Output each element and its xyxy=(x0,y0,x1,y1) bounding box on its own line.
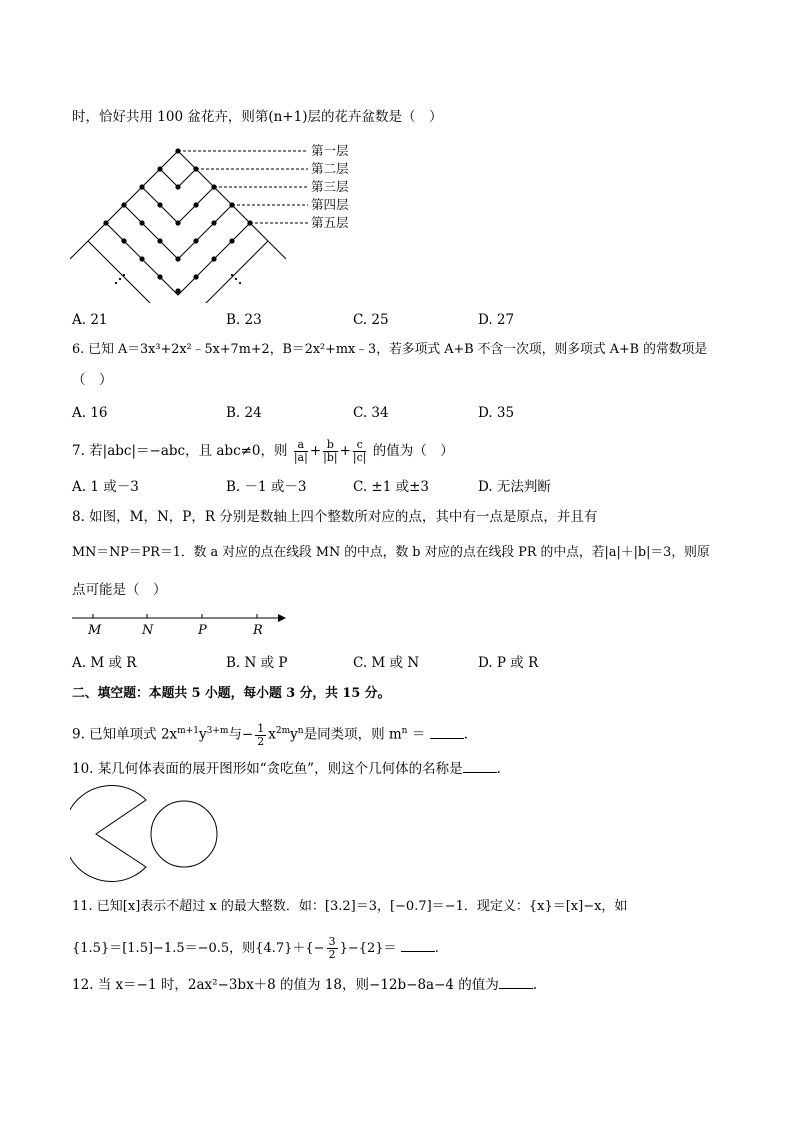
q11-fraction: $\frac{3}{2}$ xyxy=(328,935,336,961)
q8-option-c: C. M 或 N xyxy=(353,655,420,671)
q9-eq: ＝ xyxy=(407,726,430,743)
fish-net-figure xyxy=(70,783,220,885)
q7-suffix: 的值为（ ） xyxy=(372,443,454,459)
q9-answer-blank[interactable] xyxy=(430,726,464,739)
q10-end: . xyxy=(496,761,501,777)
q8-stem-line3: 点可能是（ ） xyxy=(72,582,167,598)
q7-option-c: C. ±1 或±3 xyxy=(353,479,430,495)
q8-stem-line2: MN＝NP＝PR＝1．数 a 对应的点在线段 MN 的中点，数 b 对应的点在线段 PR 的中点，若|a|＋|b|＝3，则原 xyxy=(72,545,710,560)
q11-answer-blank[interactable] xyxy=(401,939,435,952)
q11-line2-prefix: {1.5}＝[1.5]−1.5＝−0.5，则{4.7}＋{− xyxy=(72,941,325,956)
q6-stem-line1: 6. 已知 A＝3x³+2x²﹣5x+7m+2，B＝2x²+mx﹣3，若多项式 A+B 不含一次项，则多项式 A+B 的常数项是 xyxy=(72,342,708,357)
q11-line1: 11. 已知[x]表示不超过 x 的最大整数．如：[3.2]＝3，[−0.7]＝−1．现定义：{x}＝[x]−x，如 xyxy=(72,899,628,914)
q6-stem-line2: （ ） xyxy=(72,372,113,388)
q10-text: 10. 某几何体表面的展开图形如“贪吃鱼”，则这个几何体的名称是 xyxy=(72,761,463,777)
q8-stem-line1: 8. 如图，M，N，P，R 分别是数轴上四个整数所对应的点，其中有一点是原点，并且有 xyxy=(72,509,598,525)
number-line-figure xyxy=(70,610,290,640)
q7-frac-c: $\frac{c}{|c|}$ xyxy=(352,438,367,464)
q5-option-c: C. 25 xyxy=(353,312,389,328)
q9-mid: 与− xyxy=(228,726,254,743)
q8-option-d: D. P 或 R xyxy=(478,655,539,671)
q9-end: . xyxy=(463,726,468,743)
layer-label-4: 第四层 xyxy=(311,197,349,212)
q7-option-d: D. 无法判断 xyxy=(478,479,551,495)
q9-exp5: n xyxy=(401,726,408,736)
axis-label-r: R xyxy=(253,623,263,638)
q8-option-b: B. N 或 P xyxy=(226,655,288,671)
q5-stem: 时，恰好共用 100 盆花卉，则第(n+1)层的花卉盆数是（ ） xyxy=(72,109,443,125)
q7-stem: 7. 若|abc|＝−abc，且 abc≠0，则 $\frac{a}{|a|}$ + $\frac{b}{|b|}$ + $\frac{c}{|c|}$ 的值为（ ） xyxy=(72,438,454,464)
q9-x2: x xyxy=(268,726,276,743)
q12-end: . xyxy=(532,977,538,993)
q6-option-c: C. 34 xyxy=(353,405,389,421)
q12-text: 12. 当 x＝−1 时，2ax²−3bx＋8 的值为 18，则−12b−8a−4 的值为 xyxy=(72,977,499,993)
q11-end: . xyxy=(434,941,439,956)
q9-prefix: 9. 已知单项式 2x xyxy=(72,726,178,743)
section-2-title: 二、填空题：本题共 5 小题，每小题 3 分，共 15 分。 xyxy=(72,686,391,701)
layer-label-2: 第二层 xyxy=(311,161,349,176)
q9-exp3: 2m xyxy=(275,726,291,736)
q11-line2-suffix: }−{2}＝ xyxy=(339,941,397,956)
q9-y1: y xyxy=(198,726,207,743)
q5-option-d: D. 27 xyxy=(478,312,515,328)
q12-answer-blank[interactable] xyxy=(499,976,533,989)
q8-option-a: A. M 或 R xyxy=(72,655,137,671)
q9-exp2: 3+m xyxy=(206,726,229,736)
q10-answer-blank[interactable] xyxy=(463,760,497,773)
q7-option-b: B. －1 或－3 xyxy=(226,479,307,495)
axis-label-n: N xyxy=(142,623,154,638)
q12-stem xyxy=(72,975,537,995)
q7-frac-a: $\frac{a}{|a|}$ xyxy=(293,438,308,464)
q9-fraction: $\frac{1}{2}$ xyxy=(257,721,265,748)
q9-exp1: m+1 xyxy=(177,726,199,736)
q9-y2: y xyxy=(290,726,298,743)
q11-line2 xyxy=(72,934,439,964)
q10-stem xyxy=(72,759,501,779)
layer-label-1: 第一层 xyxy=(311,143,349,158)
q9-exp4: n xyxy=(297,726,304,736)
q7-frac-b: $\frac{b}{|b|}$ xyxy=(323,438,338,464)
q5-option-a: A. 21 xyxy=(72,312,108,328)
q9-stem xyxy=(72,716,468,750)
axis-label-p: P xyxy=(198,623,207,638)
axis-label-m: M xyxy=(88,623,102,638)
layer-label-3: 第三层 xyxy=(311,179,349,194)
q6-option-d: D. 35 xyxy=(478,405,515,421)
q6-option-b: B. 24 xyxy=(226,405,262,421)
q7-option-a: A. 1 或－3 xyxy=(72,479,139,495)
flower-layers-figure xyxy=(70,143,370,303)
q9-suffix: 是同类项，则 m xyxy=(303,726,402,743)
q7-prefix: 7. 若|abc|＝−abc，且 abc≠0，则 xyxy=(72,443,288,459)
layer-label-5: 第五层 xyxy=(311,215,349,230)
q6-option-a: A. 16 xyxy=(72,405,108,421)
q5-option-b: B. 23 xyxy=(226,312,262,328)
